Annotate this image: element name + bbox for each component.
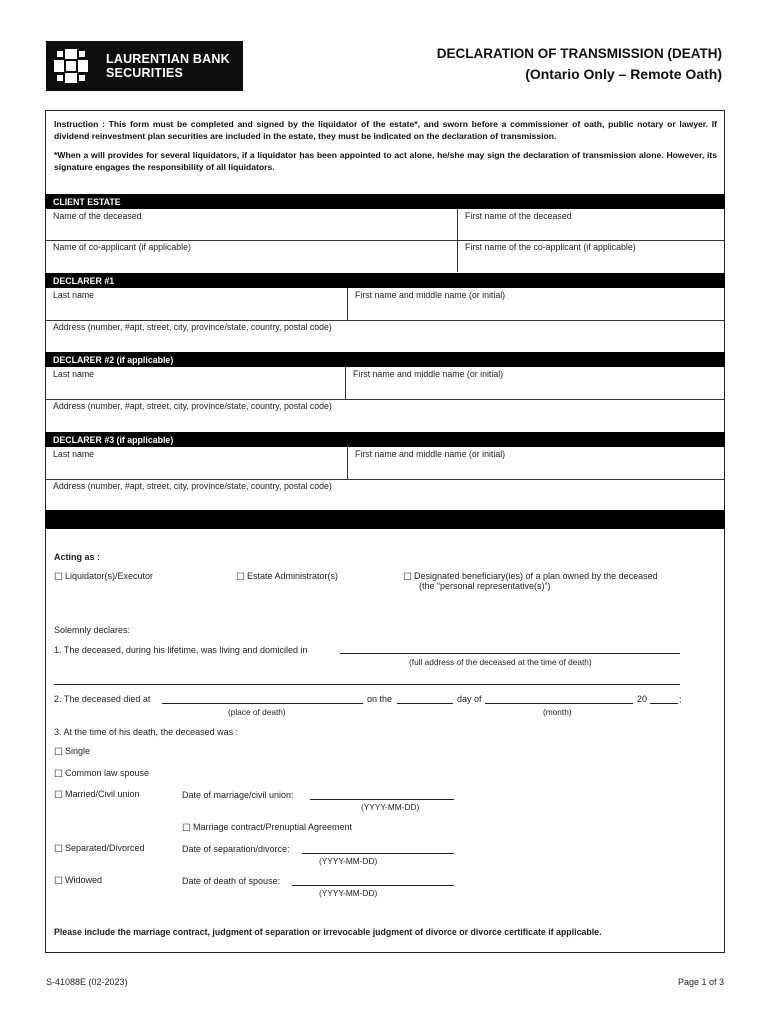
divider	[347, 288, 348, 321]
month-caption: (month)	[543, 707, 572, 717]
separation-date-label: Date of separation/divorce:	[182, 844, 290, 854]
liquidator-option[interactable]	[54, 571, 153, 582]
declarer1-address-label: Address (number, #apt, street, city, province/state, country, postal code)	[53, 322, 332, 332]
separation-date-format: (YYYY-MM-DD)	[319, 856, 378, 866]
item2-day-of: day of	[457, 694, 482, 704]
separated-option[interactable]	[54, 843, 145, 854]
declarer3-header: DECLARER #3 (if applicable)	[45, 432, 725, 447]
logo-line1: LAURENTIAN BANK	[106, 52, 230, 66]
declarer3-address-field[interactable]	[45, 479, 725, 510]
marriage-contract-label: Marriage contract/Prenuptial Agreement	[192, 822, 353, 832]
declarer1-last-name-field[interactable]	[45, 288, 347, 320]
beneficiary-label-line2: (the “personal representative(s)”)	[419, 581, 551, 591]
declarer1-address-field[interactable]	[45, 320, 725, 352]
divider	[457, 209, 458, 272]
declarer2-address-label: Address (number, #apt, street, city, province/state, country, postal code)	[53, 401, 332, 411]
deceased-first-name-field[interactable]	[457, 209, 725, 240]
spouse-death-date-format: (YYYY-MM-DD)	[319, 888, 378, 898]
place-caption: (place of death)	[228, 707, 286, 717]
administrator-option[interactable]	[236, 571, 338, 582]
widowed-option[interactable]	[54, 875, 102, 886]
place-of-death-input[interactable]	[162, 703, 363, 704]
checkbox-icon[interactable]: ☐	[54, 876, 63, 887]
declarer1-header: DECLARER #1	[45, 273, 725, 288]
declarer3-address-label: Address (number, #apt, street, city, province/state, country, postal code)	[53, 481, 332, 491]
divider	[347, 447, 348, 480]
coapplicant-name-field[interactable]	[45, 240, 457, 272]
common-law-option[interactable]	[54, 768, 149, 779]
deceased-first-name-label: First name of the deceased	[465, 211, 572, 221]
declarer1-first-name-field[interactable]	[347, 288, 725, 320]
item1-text: 1. The deceased, during his lifetime, was living and domiciled in	[54, 645, 308, 655]
declarer2-address-field[interactable]	[45, 399, 725, 431]
marriage-date-format: (YYYY-MM-DD)	[361, 802, 420, 812]
client-estate-header: CLIENT ESTATE	[45, 194, 725, 209]
checkbox-icon[interactable]: ☐	[54, 790, 63, 801]
instruction-paragraph-2: *When a will provides for several liquidators, if a liquidator has been appointed to act alone, he/she may sign the declaration of transmission alone. However, its signature engages the responsibility of all liquidators.	[54, 150, 717, 172]
declarer3-first-name-label: First name and middle name (or initial)	[355, 449, 506, 459]
declarer3-last-name-label: Last name	[53, 449, 95, 459]
widowed-label: Widowed	[64, 875, 102, 885]
coapplicant-name-label: Name of co-applicant (if applicable)	[53, 242, 191, 252]
title-line2: (Ontario Only – Remote Oath)	[525, 66, 722, 82]
checkbox-icon[interactable]: ☐	[54, 769, 63, 780]
item2-text: 2. The deceased died at	[54, 694, 151, 704]
item3-text: 3. At the time of his death, the deceased was :	[54, 727, 239, 737]
spouse-death-date-input[interactable]	[292, 885, 454, 886]
declarer3-first-name-field[interactable]	[347, 447, 725, 479]
liquidator-label: Liquidator(s)/Executor	[64, 571, 154, 581]
coapplicant-first-name-field[interactable]	[457, 240, 725, 272]
day-input[interactable]	[397, 703, 453, 704]
instruction-paragraph-1: Instruction : This form must be completed and signed by the liquidator of the estate*, and sworn before a commissioner of oath, public notary or lawyer. If dividend reinvestment plan securities are included in the estate, they must be indicated on the declaration of transmission.	[54, 119, 717, 141]
coapplicant-first-name-label: First name of the co-applicant (if applicable)	[465, 242, 636, 252]
domicile-address-input-line2[interactable]	[54, 684, 680, 685]
single-option[interactable]	[54, 746, 90, 757]
item1-caption: (full address of the deceased at the time of death)	[409, 657, 592, 667]
page-number: Page 1 of 3	[677, 977, 724, 987]
section-separator-band	[45, 510, 725, 529]
separation-date-input[interactable]	[302, 853, 454, 854]
title-line1: DECLARATION OF TRANSMISSION (DEATH)	[436, 46, 722, 61]
spouse-death-date-label: Date of death of spouse:	[182, 876, 281, 886]
instructions	[54, 119, 717, 173]
declarer2-last-name-field[interactable]	[45, 367, 345, 399]
logo-icon	[46, 41, 96, 91]
marriage-contract-option[interactable]	[182, 822, 352, 833]
document-title	[437, 44, 722, 84]
item2-semicolon: ;	[679, 694, 682, 704]
administrator-label: Estate Administrator(s)	[246, 571, 338, 581]
checkbox-icon[interactable]: ☐	[54, 844, 63, 855]
checkbox-icon[interactable]: ☐	[54, 572, 63, 583]
deceased-name-label: Name of the deceased	[53, 211, 142, 221]
marriage-date-input[interactable]	[310, 799, 454, 800]
common-law-label: Common law spouse	[64, 768, 150, 778]
year-input[interactable]	[650, 703, 678, 704]
declarer1-last-name-label: Last name	[53, 290, 95, 300]
single-label: Single	[64, 746, 90, 756]
divider	[345, 367, 346, 400]
married-option[interactable]	[54, 789, 140, 800]
declarer2-first-name-label: First name and middle name (or initial)	[353, 369, 504, 379]
marriage-date-label: Date of marriage/civil union:	[182, 790, 294, 800]
separated-label: Separated/Divorced	[64, 843, 145, 853]
declarer2-last-name-label: Last name	[53, 369, 95, 379]
acting-as-label: Acting as :	[54, 552, 101, 562]
declarer2-first-name-field[interactable]	[345, 367, 725, 399]
checkbox-icon[interactable]: ☐	[182, 823, 191, 834]
item2-year-prefix: 20	[637, 694, 648, 704]
form-code: S-41088E (02-2023)	[46, 977, 128, 987]
checkbox-icon[interactable]: ☐	[54, 747, 63, 758]
declarer1-first-name-label: First name and middle name (or initial)	[355, 290, 506, 300]
checkbox-icon[interactable]: ☐	[403, 572, 412, 583]
logo-line2: SECURITIES	[106, 66, 184, 80]
declarer3-last-name-field[interactable]	[45, 447, 347, 479]
beneficiary-label: Designated beneficiary(ies) of a plan owned by the deceased	[413, 571, 658, 581]
declarer2-header: DECLARER #2 (if applicable)	[45, 352, 725, 367]
bank-logo	[46, 41, 243, 91]
solemnly-declares-label: Solemnly declares:	[54, 625, 131, 635]
domicile-address-input[interactable]	[340, 653, 680, 654]
checkbox-icon[interactable]: ☐	[236, 572, 245, 583]
month-input[interactable]	[485, 703, 633, 704]
deceased-name-field[interactable]	[45, 209, 457, 240]
item2-on-the: on the	[367, 694, 393, 704]
married-label: Married/Civil union	[64, 789, 140, 799]
supporting-documents-note: Please include the marriage contract, judgment of separation or irrevocable judgment of divorce or divorce certificate if applicable.	[54, 927, 602, 937]
